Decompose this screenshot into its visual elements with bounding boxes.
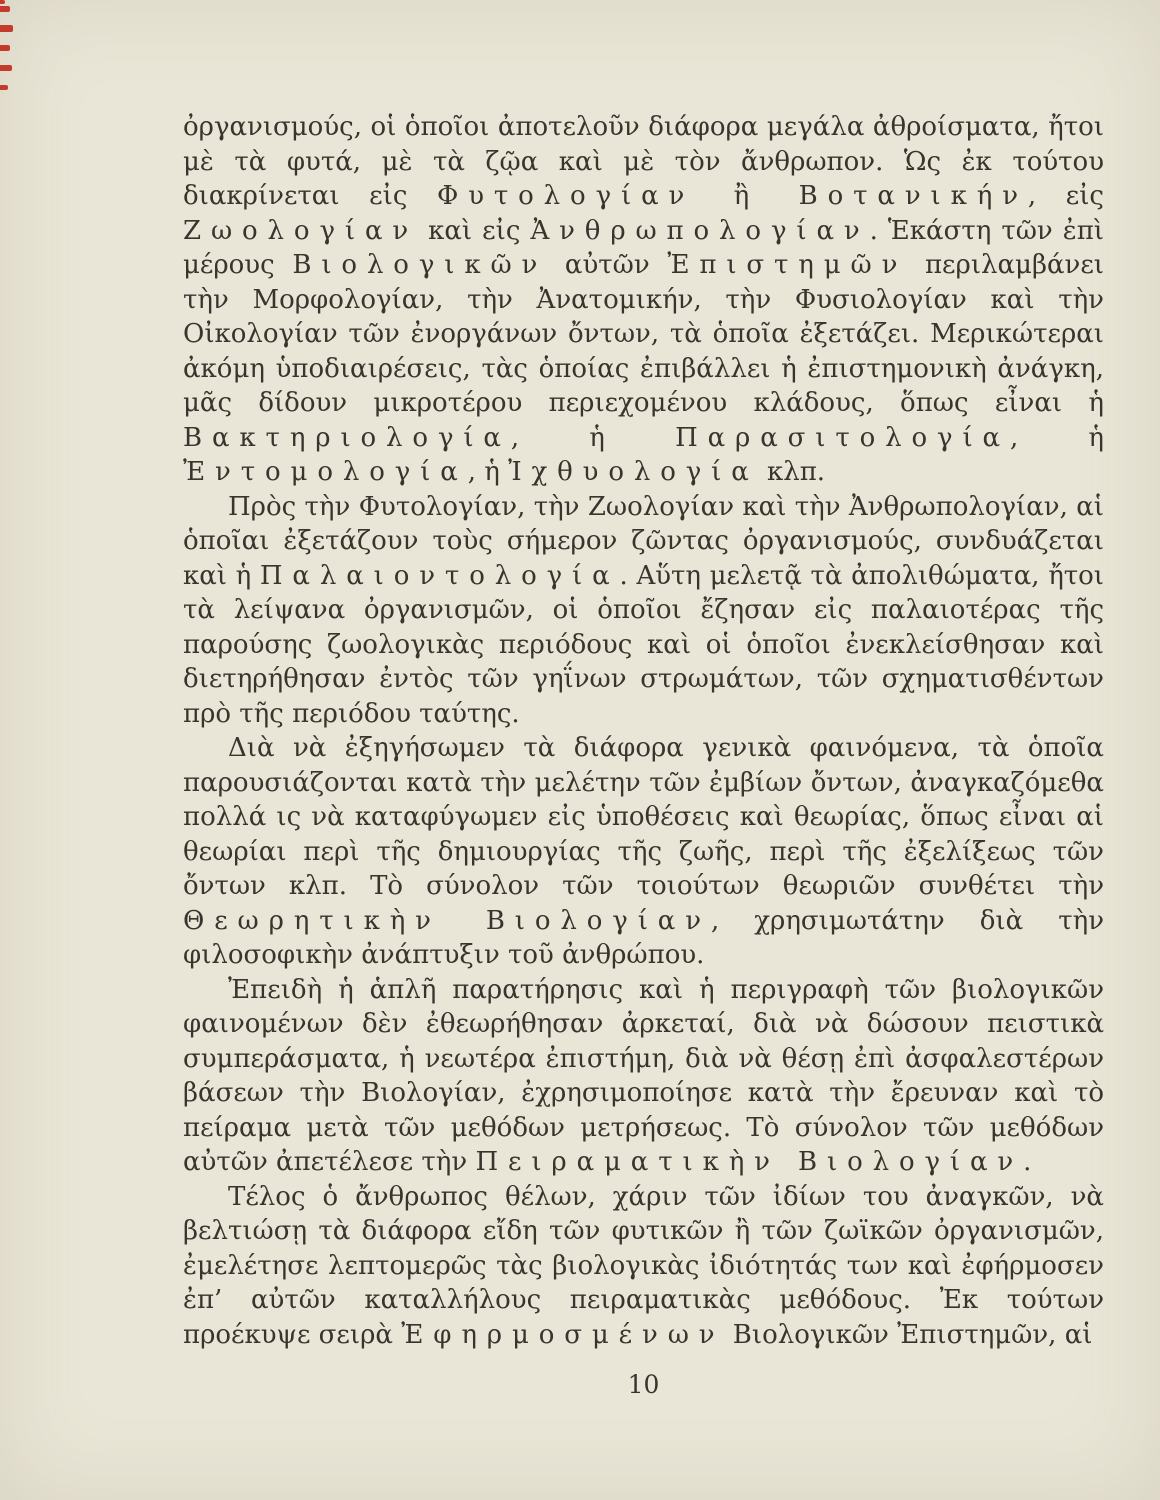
body-text: Πρὸς τὴν Φυτολογίαν, τὴν Ζωολογίαν καὶ τὴν Ἀνθρωπολογίαν, αἱ ὁποῖαι ἐξετάζουν τοὺς σήμερον ζῶντας ὀργανισμούς, συνδυάζεται καὶ ἡ: [183, 491, 1104, 591]
letterspaced-term: Ἐφηρμοσμένων: [401, 1319, 725, 1350]
body-text: περιλαμβάνει τὴν Μορφολογίαν, τὴν Ἀνατομικήν, τὴν Φυσιολογίαν καὶ τὴν Οἰκολογίαν τῶν ἐνοργάνων ὄντων, τὰ ὁποῖα ἐξετάζει. Μερικώτεραι ἀκόμη ὑποδιαιρέσεις, τὰς ὁποίας ἐπιβάλλει ἡ ἐπιστημονικὴ ἀνάγκη, μᾶς δίδουν μικροτέρου περιεχομένου κλάδους, ὅπως εἶναι ἡ: [183, 250, 1105, 418]
letterspaced-term: Φυτολογίαν ἢ Βοτανικήν: [437, 181, 1028, 211]
text-block: [183, 110, 1104, 1352]
body-text: ὀργανισμούς, οἱ ὁποῖοι ἀποτελοῦν διάφορα μεγάλα ἀθροίσματα, ἤτοι μὲ τὰ φυτά, μὲ τὰ ζῷα καὶ μὲ τὸν ἄνθρωπον. Ὡς ἐκ τούτου διακρίνεται εἰς: [183, 112, 1104, 211]
red-mark: [0, 65, 12, 71]
paragraph: [183, 973, 1104, 1180]
red-mark: [0, 45, 10, 51]
paragraph: [183, 1180, 1104, 1353]
page-number: 10: [627, 1370, 660, 1399]
red-mark: [0, 85, 8, 90]
body-text: αὐτῶν: [547, 250, 668, 280]
body-text: , εἰς: [1027, 181, 1104, 211]
letterspaced-term: Ζωολογίαν: [183, 215, 419, 246]
body-text: . Ἑκάστη τῶν ἐπὶ μέρους: [183, 215, 1104, 280]
body-text: .: [1023, 1147, 1032, 1177]
paragraph: [183, 731, 1104, 973]
letterspaced-term: Ἀνθρωπολογίαν: [530, 215, 870, 246]
red-mark: [0, 0, 5, 4]
letterspaced-term: Ἐπιστημῶν: [667, 250, 908, 280]
body-text: Διὰ νὰ ἐξηγήσωμεν τὰ διάφορα γενικὰ φαινόμενα, τὰ ὁποῖα παρουσιάζονται κατὰ τὴν μελέτην τῶν ἐμβίων ὄντων, ἀναγκαζόμεθα πολλά ις νὰ καταφύγωμεν εἰς ὑποθέσεις καὶ θεωρίας, ὅπως εἶναι αἱ θεωρίαι περὶ τῆς δημιουργίας τῆς ζωῆς, περὶ τῆς ἐξελίξεως τῶν ὄντων κλπ. Τὸ σύνολον τῶν τοιούτων θεωριῶν συνθέτει τὴν: [183, 733, 1104, 901]
body-text: Τέλος ὁ ἄνθρωπος θέλων, χάριν τῶν ἰδίων του ἀναγκῶν, νὰ βελτιώσῃ τὰ διάφορα εἴδη τῶν φυτικῶν ἢ τῶν ζωϊκῶν ὀργανισμῶν, ἐμελέτησε λεπτομερῶς τὰς βιολογικὰς ἰδιότητάς των καὶ ἐφήρμοσεν ἐπ’ αὐτῶν καταλλήλους πειραματικὰς μεθόδους. Ἐκ τούτων προέκυψε σειρὰ: [183, 1181, 1104, 1350]
paragraph: [183, 490, 1104, 732]
body-text: , ἡ: [510, 422, 676, 453]
letterspaced-term: Θεωρητικὴν Βιολογίαν: [183, 905, 711, 936]
letterspaced-term: Παλαιοντολογία: [259, 560, 620, 591]
body-text: κλπ.: [758, 457, 826, 487]
letterspaced-term: Πειραματικὴν Βιολογίαν: [475, 1147, 1024, 1177]
letterspaced-term: Βιολογικῶν: [292, 250, 548, 280]
red-mark: [0, 6, 10, 12]
body-text: , ἡ: [1009, 422, 1104, 453]
body-text: Ἐπειδὴ ἡ ἁπλῆ παρατήρησις καὶ ἡ περιγραφὴ τῶν βιολογικῶν φαινομένων δὲν ἐθεωρήθησαν ἀρκεταί, διὰ νὰ δώσουν πειστικὰ συμπεράσματα, ἡ νεωτέρα ἐπιστήμη, διὰ νὰ θέσῃ ἐπὶ ἀσφαλεστέρων βάσεων τὴν Βιολογίαν, ἐχρησιμοποίησε κατὰ τὴν ἔρευναν καὶ τὸ πείραμα μετὰ τῶν μεθόδων μετρήσεως. Τὸ σύνολον τῶν μεθόδων αὐτῶν ἀπετέλεσε τὴν: [183, 974, 1104, 1177]
body-text: , χρησιμωτάτην διὰ τὴν φιλοσοφικὴν ἀνάπτυξιν τοῦ ἀνθρώπου.: [183, 905, 1104, 970]
letterspaced-term: Παρασιτολογία: [675, 422, 1010, 453]
letterspaced-term: Ἐντομολογία: [183, 457, 468, 487]
body-text: καὶ εἰς: [418, 215, 531, 246]
red-mark: [0, 25, 13, 32]
body-text: Βιολογικῶν Ἐπιστημῶν, αἱ: [724, 1319, 1093, 1350]
body-text: . Αὕτη μελετᾷ τὰ ἀπολιθώματα, ἤτοι τὰ λείψανα ὀργανισμῶν, οἱ ὁποῖοι ἔζησαν εἰς παλαιοτέρας τῆς παρούσης ζωολογικὰς περιόδους καὶ οἱ ὁποῖοι ἐνεκλείσθησαν καὶ διετηρήθησαν ἐντὸς τῶν γηΐνων στρωμάτων, τῶν σχηματισθέντων πρὸ τῆς περιόδου ταύτης.: [183, 560, 1105, 729]
paragraph: [183, 110, 1104, 490]
body-text: , ἡ: [467, 457, 509, 487]
letterspaced-term: Βακτηριολογία: [183, 422, 511, 453]
letterspaced-term: Ἰχθυολογία: [508, 457, 759, 487]
